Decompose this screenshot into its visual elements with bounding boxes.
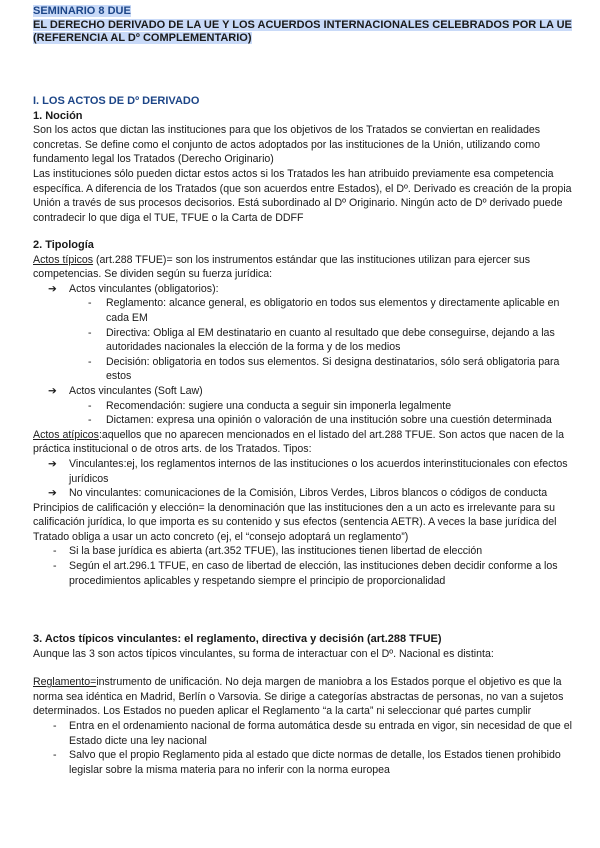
list-item: - Entra en el ordenamiento nacional de forma automática desde su entrada en vigor, sin necesidad de que el Estado dicte una ley nacional <box>53 719 572 747</box>
list-item: - Directiva: Obliga al EM destinatario en cuanto al resultado que debe conseguirse, dejando a las autoridades nacionales la elección de la forma y de los medios <box>88 326 555 354</box>
section3-heading: 3. Actos típicos vinculantes: el reglamento, directiva y decisión (art.288 TFUE) <box>33 633 442 645</box>
nocion-heading: 1. Noción <box>33 109 83 122</box>
arrow-bullet-icon: ➔ <box>48 384 57 397</box>
section-actos-derivado <box>33 94 573 225</box>
reglamento-label: Reglamento= <box>33 676 97 689</box>
seminar-label: SEMINARIO 8 DUE <box>33 5 131 17</box>
atipicos-paragraph: Actos atípicos:aquellos que no aparecen mencionados en el listado del art.288 TFUE. Son actos que nacen de la práctica institucional o de otros arts. de los Tratados. Tipos: <box>33 428 565 456</box>
document-header <box>33 5 573 46</box>
principios-paragraph: Principios de calificación y elección= la denominación que las instituciones den a un acto es irrelevante para su calificación jurídica, lo que importa es su contenido y sus efectos (sentencia AETR). A veces la base jurídica del Tratado obliga a usar un acto concreto (ej, el “consejo adoptará un reglamento”) <box>33 501 557 543</box>
blank-line <box>33 661 573 675</box>
atipicos-label: Actos atípicos <box>33 428 99 441</box>
nocion-paragraph-1: Son los actos que dictan las instituciones para que los objetivos de los Tratados se conviertan en realidades concretas. Se define como el conjunto de actos adoptados por las instituciones de la Unión, utilizando como fundamento legal los Tratados (Derecho Originario) <box>33 124 541 166</box>
list-item: ➔ Actos vinculantes (obligatorios): <box>48 282 219 295</box>
list-item: - Salvo que el propio Reglamento pida al estado que dicte normas de detalle, los Estados tienen prohibido legislar sobre la misma materia para no inferir con la norma europea <box>53 749 561 776</box>
list-item: - Recomendación: sugiere una conducta a seguir sin imponerla legalmente <box>88 399 452 412</box>
section3-intro: Aunque las 3 son actos típicos vinculantes, su forma de interactuar con el Dº. Nacional es distinta: <box>33 647 494 660</box>
section-tipologia <box>33 238 573 588</box>
section-actos-tipicos <box>33 632 573 777</box>
list-item: - Decisión: obligatoria en todos sus elementos. Si designa destinatarios, sólo será obligatoria para estos <box>88 355 560 383</box>
list-item: - Dictamen: expresa una opinión o valoración de una institución sobre una cuestión determinada <box>88 414 552 427</box>
arrow-bullet-icon: ➔ <box>48 487 57 500</box>
list-item: ➔ No vinculantes: comunicaciones de la Comisión, Libros Verdes, Libros blancos o códigos de conducta <box>48 487 548 500</box>
arrow-bullet-icon: ➔ <box>48 457 57 470</box>
list-item: - Reglamento: alcance general, es obligatorio en todos sus elementos y directamente aplicable en cada EM <box>88 297 560 324</box>
list-item: ➔ Actos vinculantes (Soft Law) <box>48 384 203 397</box>
nocion-paragraph-2: Las instituciones sólo pueden dictar estos actos si los Tratados les han atribuido previamente esa competencia específica. A diferencia de los Tratados (que son acuerdos entre Estados), el Dº. Derivado es creación de la propia Unión a través de sus procesos decisorios. Está subordinado al Dº Originario. Ningún acto de Dº derivado puede contradecir lo que diga el TUE, TFUE o la Carta de DDFF <box>33 167 572 224</box>
list-item: - Según el art.296.1 TFUE, en caso de libertad de elección, las instituciones deben decidir conforme a los procedimientos aplicables y respetando siempre el principio de proporcionalidad <box>53 560 558 587</box>
tipicos-label: Actos típicos <box>33 253 94 266</box>
arrow-bullet-icon: ➔ <box>48 282 57 295</box>
tipologia-heading: 2. Tipología <box>33 239 94 251</box>
tipicos-paragraph: Actos típicos (art.288 TFUE)= son los instrumentos estándar que las instituciones utilizan para ejercer sus competencias. Se dividen según su fuerza jurídica: <box>33 253 531 281</box>
section-heading: I. LOS ACTOS DE Dº DERIVADO <box>33 95 200 107</box>
list-item: - Si la base jurídica es abierta (art.352 TFUE), las instituciones tienen libertad de elección <box>53 545 483 558</box>
document-title: EL DERECHO DERIVADO DE LA UE Y LOS ACUERDOS INTERNACIONALES CELEBRADOS POR LA UE (REFERENCIA AL Dº COMPLEMENTARIO) <box>33 18 572 44</box>
list-item: ➔ Vinculantes:ej, los reglamentos internos de las instituciones o los acuerdos interinstitucionales con efectos jurídicos <box>48 457 568 485</box>
reglamento-paragraph: Reglamento=instrumento de unificación. No deja margen de maniobra a los Estados porque el objetivo es que la norma sea idéntica en Madrid, Berlín o Varsovia. Se dirige a categorías abstractas de personas, no van a sujetos determinados. Los Estados no pueden aplicar el Reglamento “a la carta” ni seleccionar qué partes cumplir <box>33 676 564 718</box>
